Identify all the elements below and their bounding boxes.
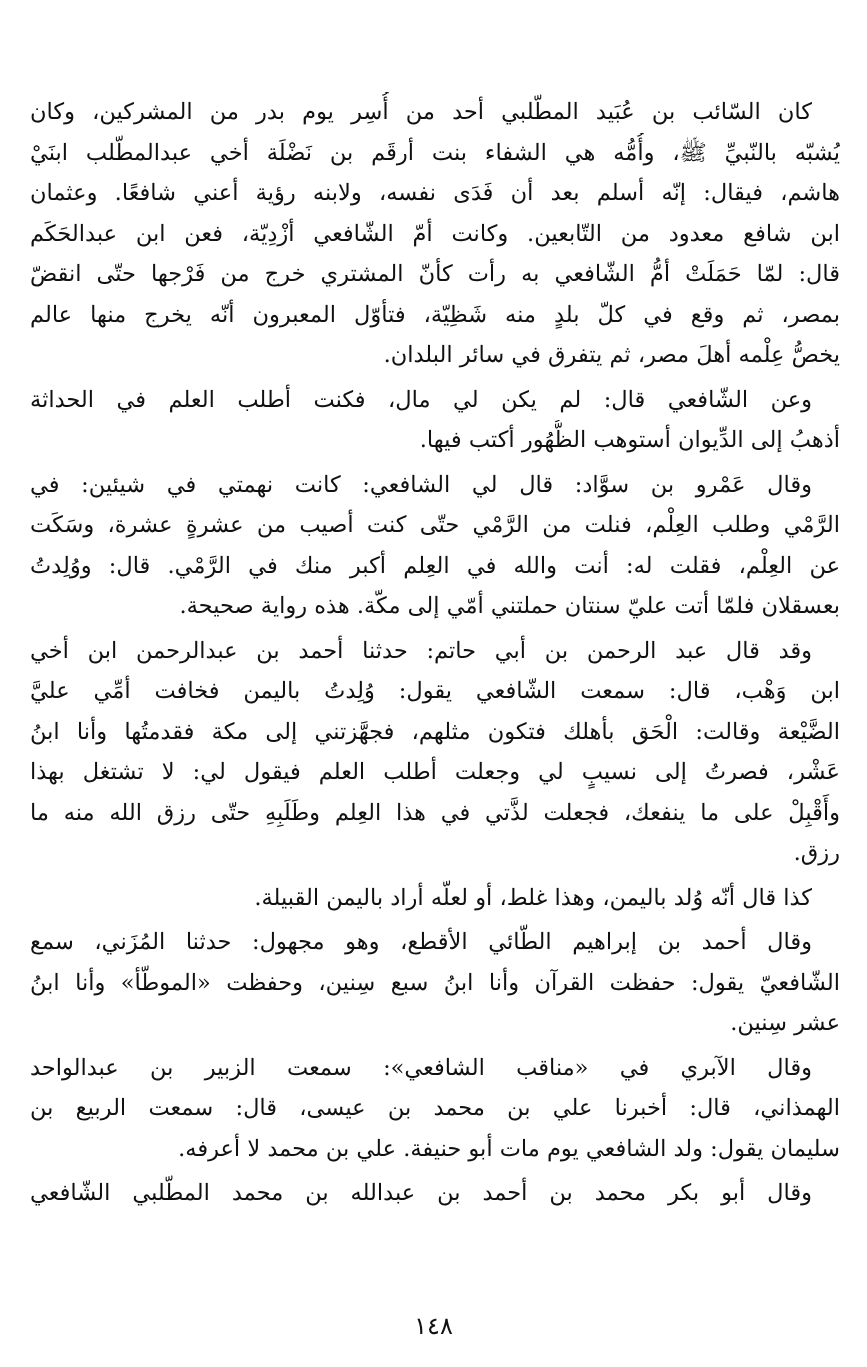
text-line: هاشم، فيقال: إنّه أسلم بعد أن فَدَى نفسه، ولابنه رؤية أعني شافعًا. وعثمان xyxy=(30,180,840,206)
text-line: ابن وَهْب، قال: سمعت الشّافعي يقول: وُلِدتُ باليمن فخافت أمِّي عليَّ xyxy=(30,678,840,704)
text-line: بعسقلان فلمّا أتت عليّ سنتان حملتني أمّي إلى مكّة. هذه رواية صحيحة. xyxy=(179,593,840,619)
text-line: الشّافعيّ يقول: حفظت القرآن وأنا ابنُ سبع سِنين، وحفظت «الموطّأ» وأنا ابنُ xyxy=(30,969,840,996)
paragraph xyxy=(30,1048,840,1170)
text-line: وقد قال عبد الرحمن بن أبي حاتم: حدثنا أحمد بن عبدالرحمن ابن أخي xyxy=(30,637,812,664)
text-line: الضَّيْعة وقالت: الْحَق بأهلك فتكون مثلهم، فجهَّزتني إلى مكة فقدمتُها وأنا ابنُ xyxy=(30,718,840,745)
text-line: وقال الآبري في «مناقب الشافعي»: سمعت الزبير بن عبدالواحد xyxy=(30,1054,812,1081)
text-line: عشر سِنين. xyxy=(730,1010,840,1036)
text-line: كذا قال أنّه وُلد باليمن، وهذا غلط، أو لعلّه أراد باليمن القبيلة. xyxy=(254,884,812,911)
paragraph xyxy=(30,465,840,627)
paragraph xyxy=(30,878,840,919)
paragraph xyxy=(30,92,840,376)
text-line: الرَّمْي وطلب العِلْم، فنلت من الرَّمْي حتّى كنت أصيب من عشرةٍ عشرة، وسَكَت xyxy=(30,512,840,538)
text-line: وقال أحمد بن إبراهيم الطّائي الأقطع، وهو مجهول: حدثنا المُزَني، سمع xyxy=(30,929,812,955)
paragraph xyxy=(30,380,840,461)
text-line: كان السّائب بن عُبَيد المطّلبي أحد من أُسِر يوم بدر من المشركين، وكان xyxy=(30,99,812,125)
paragraph xyxy=(30,1173,840,1214)
text-line: وعن الشّافعي قال: لم يكن لي مال، فكنت أطلب العلم في الحداثة xyxy=(30,386,812,413)
text-line: أذهبُ إلى الدِّيوان أستوهب الظُّهُور أكتب فيها. xyxy=(419,427,840,453)
text-line: قال: لمّا حَمَلَتْ أمُّ الشّافعي به رأت كأنّ المشتري خرج من فَرْجها حتّى انقضّ xyxy=(30,261,840,287)
paragraph xyxy=(30,631,840,874)
text-line: سليمان يقول: ولد الشافعي يوم مات أبو حنيفة. علي بن محمد لا أعرفه. xyxy=(178,1135,840,1162)
text-line: ابن شافع معدود من التّابعين. وكانت أمّ الشّافعي أزْدِيّة، فعن ابن عبدالحَكَم xyxy=(30,220,840,247)
book-page-body xyxy=(30,92,840,1218)
text-line: عن العِلْم، فقلت له: أنت والله في العِلم أكبر منك في الرَّمْي. قال: ووُلِدتُ xyxy=(30,552,840,579)
text-line: الهمذاني، قال: أخبرنا علي بن محمد بن عيسى، قال: سمعت الربيع بن xyxy=(30,1095,840,1121)
paragraph xyxy=(30,922,840,1044)
text-line: وقال عَمْرو بن سوَّاد: قال لي الشافعي: كانت نهمتي في شيئين: في xyxy=(30,471,812,498)
text-line: عَشْر، فصرتُ إلى نسيبٍ لي وجعلت أطلب العلم فيقول لي: لا تشتغل بهذا xyxy=(30,759,840,785)
text-line: وأَقْبِلْ على ما ينفعك، فجعلت لذَّتي في هذا العِلم وطَلَبِهِ حتّى رزق الله منه ما xyxy=(30,799,840,826)
text-line: بمصر، ثم وقع في كلّ بلدٍ منه شَظِيّة، فتأوّل المعبرون أنّه يخرج منها عالم xyxy=(30,301,840,328)
text-line: وقال أبو بكر محمد بن أحمد بن عبدالله بن محمد المطّلبي الشّافعي xyxy=(30,1180,812,1206)
page-number: ١٤٨ xyxy=(414,1312,453,1340)
text-line: رزق. xyxy=(793,840,840,866)
text-line: يخصُّ عِلْمه أهلَ مصر، ثم يتفرق في سائر البلدان. xyxy=(383,342,840,368)
text-line: يُشبّه بالنّبيِّ ﷺ، وأُمُّه هي الشفاء بنت أرقَم بن نَضْلَة أخي عبدالمطّلب ابنَيْ xyxy=(30,139,840,166)
